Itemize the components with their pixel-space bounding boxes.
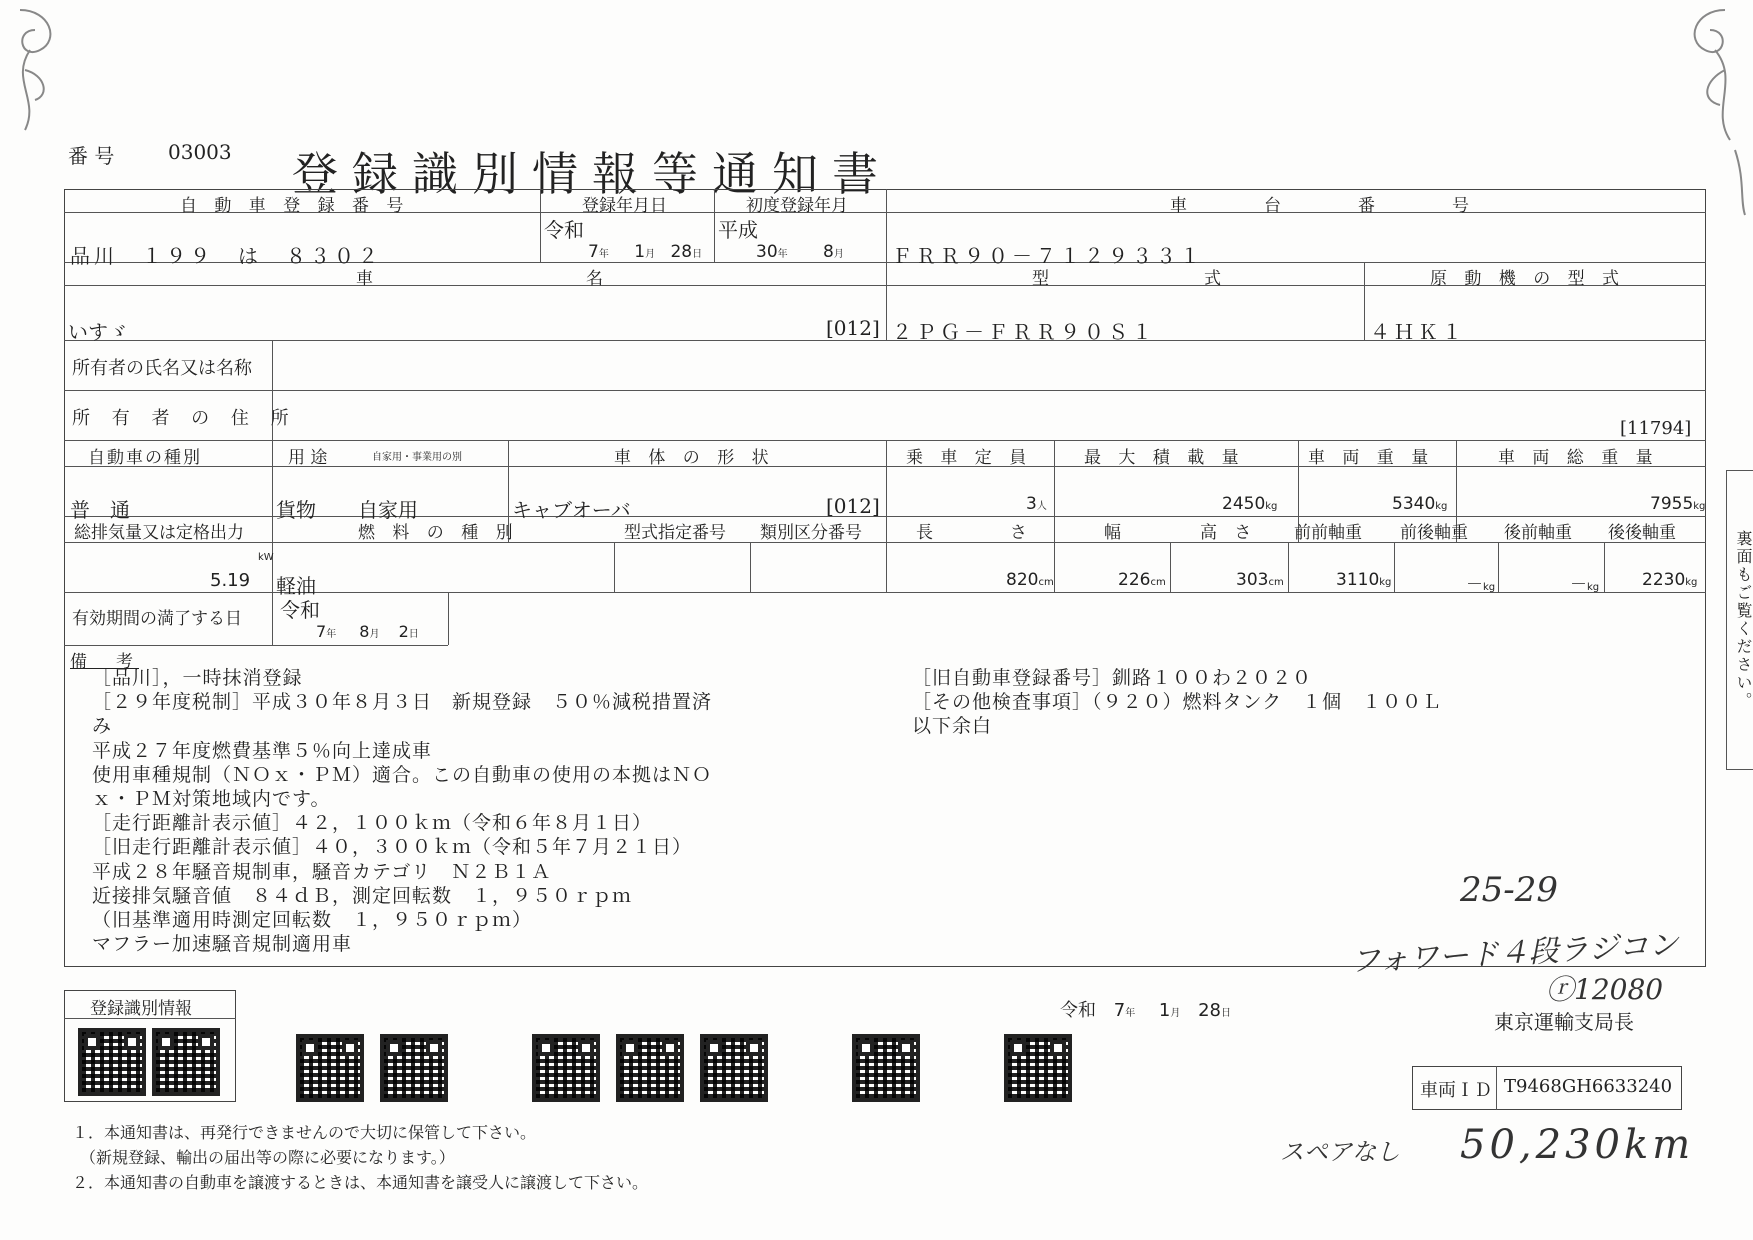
side-note: 裏面もご覧ください。 [1734, 530, 1753, 710]
first-reg-date: 30年 8月 [756, 242, 844, 262]
label-capacity: 乗 車 定 員 [906, 448, 1033, 468]
handwritten-note-mileage: 50,230km [1460, 1122, 1695, 1168]
qr-code [616, 1034, 684, 1102]
remarks-right-line: ［その他検査事項］（９２０）燃料タンク １個 １００Ｌ [912, 691, 1443, 714]
private-use: 自家用 [358, 498, 418, 522]
label-max-load: 最 大 積 載 量 [1084, 448, 1245, 468]
label-owner-name: 所有者の氏名又は名称 [72, 358, 252, 379]
label-type-approval: 型式指定番号 [624, 523, 726, 543]
label-ff-axle: 前前軸重 [1294, 523, 1362, 543]
label-category-no: 類別区分番号 [760, 523, 862, 543]
gross-weight: 7955kg [1650, 494, 1706, 514]
remarks-left-line: ［品川］，一時抹消登録 [92, 667, 303, 689]
label-width: 幅 [1104, 523, 1121, 543]
label-model-2: 式 [1204, 269, 1227, 289]
reg-date: 7年 1月 28日 [588, 242, 703, 262]
remarks-left [92, 666, 712, 956]
label-owner-address: 所 有 者 の 住 所 [72, 408, 297, 429]
label-car-name-1: 車 [356, 269, 379, 289]
document-title: 登録識別情報等通知書 [292, 147, 892, 201]
usage: 貨物 [276, 498, 316, 522]
label-model-1: 型 [1032, 269, 1055, 289]
label-length-1: 長 [916, 523, 933, 543]
remarks-left-line: 平成２７年度燃費基準５％向上達成車 [92, 739, 433, 762]
body-shape: キャブオーバ [512, 498, 631, 522]
handwritten-note-model: フォワード４段ラジコン [1349, 927, 1680, 980]
footer-note-line: （新規登録、輸出の届出等の際に必要になります。） [72, 1148, 455, 1167]
qr-code [1004, 1034, 1072, 1102]
footer-note-line: ２．本通知書の自動車を譲渡するときは、本通知書を譲受人に譲渡して下さい。 [72, 1173, 649, 1192]
remarks-left-line: マフラー加速騒音規制適用車 [92, 933, 353, 956]
label-remarks: 備 考 [70, 652, 139, 672]
corner-ornament-left [0, 0, 80, 140]
label-length-2: さ [1010, 523, 1027, 543]
footer-notes [72, 1120, 648, 1195]
reg-era: 令和 [544, 218, 584, 242]
fuel: 軽油 [276, 574, 316, 598]
ff-axle: 3110kg [1336, 570, 1392, 590]
expiry-era: 令和 [280, 598, 320, 622]
vehicle-id-label: 車両ＩＤ [1420, 1080, 1492, 1101]
handwritten-note-id: ⓡ12080 [1546, 973, 1664, 1006]
label-displacement: 総排気量又は定格出力 [74, 523, 244, 543]
qr-label: 登録識別情報 [90, 999, 192, 1019]
qr-code [78, 1028, 146, 1096]
body-code: [012] [826, 494, 880, 518]
engine-model: ４ＨＫ１ [1370, 320, 1466, 344]
label-car-name-2: 名 [586, 269, 609, 289]
handwritten-note-range: 25-29 [1460, 870, 1559, 910]
remarks-left-line: ｘ・ＰＭ対策地域内です。 [92, 788, 331, 811]
label-engine-model: 原 動 機 の 型 式 [1430, 269, 1626, 289]
remarks-left-line: み [92, 715, 113, 738]
first-reg-era: 平成 [718, 218, 758, 242]
height: 303cm [1236, 570, 1284, 590]
model-code: ２ＰＧ－ＦＲＲ９０Ｓ１ [892, 320, 1156, 344]
width: 226cm [1118, 570, 1166, 590]
issue-date: 令和 7年 1月 28日 [1060, 1000, 1232, 1021]
label-reg-date: 登録年月日 [582, 196, 667, 216]
remarks-left-line: 近接排気騒音値 ８４ｄＢ，測定回転数 １，９５０ｒｐｍ [92, 884, 633, 907]
corner-ornament-right [1655, 0, 1753, 220]
address-code: [11794] [1620, 418, 1692, 439]
label-gross-weight: 車 両 総 重 量 [1498, 448, 1659, 468]
expiry-date: 7年 8月 2日 [316, 622, 419, 641]
footer-note-line: １．本通知書は、再発行できませんので大切に保管して下さい。 [72, 1123, 537, 1142]
remarks-left-line: ［２９年度税制］平成３０年８月３日 新規登録 ５０％減税措置済 [92, 691, 713, 714]
label-rr-axle: 後後軸重 [1608, 523, 1676, 543]
qr-code [852, 1034, 920, 1102]
label-vehicle-type: 自動車の種別 [88, 448, 202, 468]
vehicle-id: T9468GH6633240 [1504, 1076, 1673, 1097]
remarks-left-line: ［走行距離計表示値］４２，１００ｋｍ（令和６年８月１日） [92, 812, 653, 835]
number-label: 番 号 [68, 144, 115, 168]
maker-name: いすゞ [68, 320, 128, 344]
max-load: 2450kg [1222, 494, 1278, 514]
plate-number: 品川 １９９ は ８３０２ [70, 244, 382, 268]
remarks-right [912, 666, 1442, 739]
vehicle-weight: 5340kg [1392, 494, 1448, 514]
qr-code [152, 1028, 220, 1096]
qr-code [296, 1034, 364, 1102]
qr-code [532, 1034, 600, 1102]
document-number: 03003 [168, 140, 232, 164]
remarks-right-line: ［旧自動車登録番号］釧路１００わ２０２０ [912, 667, 1313, 689]
handwritten-note-spare: スペアなし [1280, 1138, 1400, 1166]
label-rf-axle: 後前軸重 [1504, 523, 1572, 543]
label-reg-number: 自 動 車 登 録 番 号 [180, 196, 410, 216]
displacement: 5.19 [210, 570, 251, 591]
remarks-left-line: ［旧走行距離計表示値］４０，３００ｋｍ（令和５年７月２１日） [92, 836, 693, 859]
maker-code: [012] [826, 316, 880, 340]
rf-axle: －kg [1570, 575, 1600, 595]
label-usage-note: 自家用・事業用の別 [372, 452, 462, 463]
label-fr-axle: 前後軸重 [1400, 523, 1468, 543]
remarks-left-line: 使用車種規制（ＮＯｘ・ＰＭ）適合。この自動車の使用の本拠はＮＯ [92, 763, 713, 786]
rr-axle: 2230kg [1642, 570, 1698, 590]
label-expiry: 有効期間の満了する日 [72, 609, 242, 629]
fr-axle: －kg [1466, 575, 1496, 595]
remarks-right-line: 以下余白 [912, 715, 993, 738]
remarks-left-line: 平成２８年騒音規制車，騒音カテゴリ Ｎ２Ｂ１Ａ [92, 860, 552, 883]
unit-kw: kW [258, 552, 274, 563]
label-body-shape: 車 体 の 形 状 [614, 448, 775, 468]
issuer: 東京運輸支局長 [1494, 1010, 1634, 1034]
chassis-number: ＦＲＲ９０－７１２９３３１ [892, 244, 1204, 268]
length: 820cm [1006, 570, 1054, 590]
qr-code [700, 1034, 768, 1102]
label-height: 高 さ [1200, 523, 1258, 543]
label-vehicle-weight: 車 両 重 量 [1308, 448, 1435, 468]
qr-code [380, 1034, 448, 1102]
label-fuel: 燃 料 の 種 別 [358, 523, 519, 543]
label-first-reg: 初度登録年月 [746, 196, 848, 216]
label-usage: 用 途 [288, 448, 328, 468]
vehicle-type: 普 通 [70, 498, 130, 522]
capacity: 3人 [1026, 494, 1047, 514]
remarks-left-line: （旧基準適用時測定回転数 １，９５０ｒｐｍ） [92, 909, 533, 932]
label-chassis: 車 台 番 号 [1170, 196, 1499, 216]
